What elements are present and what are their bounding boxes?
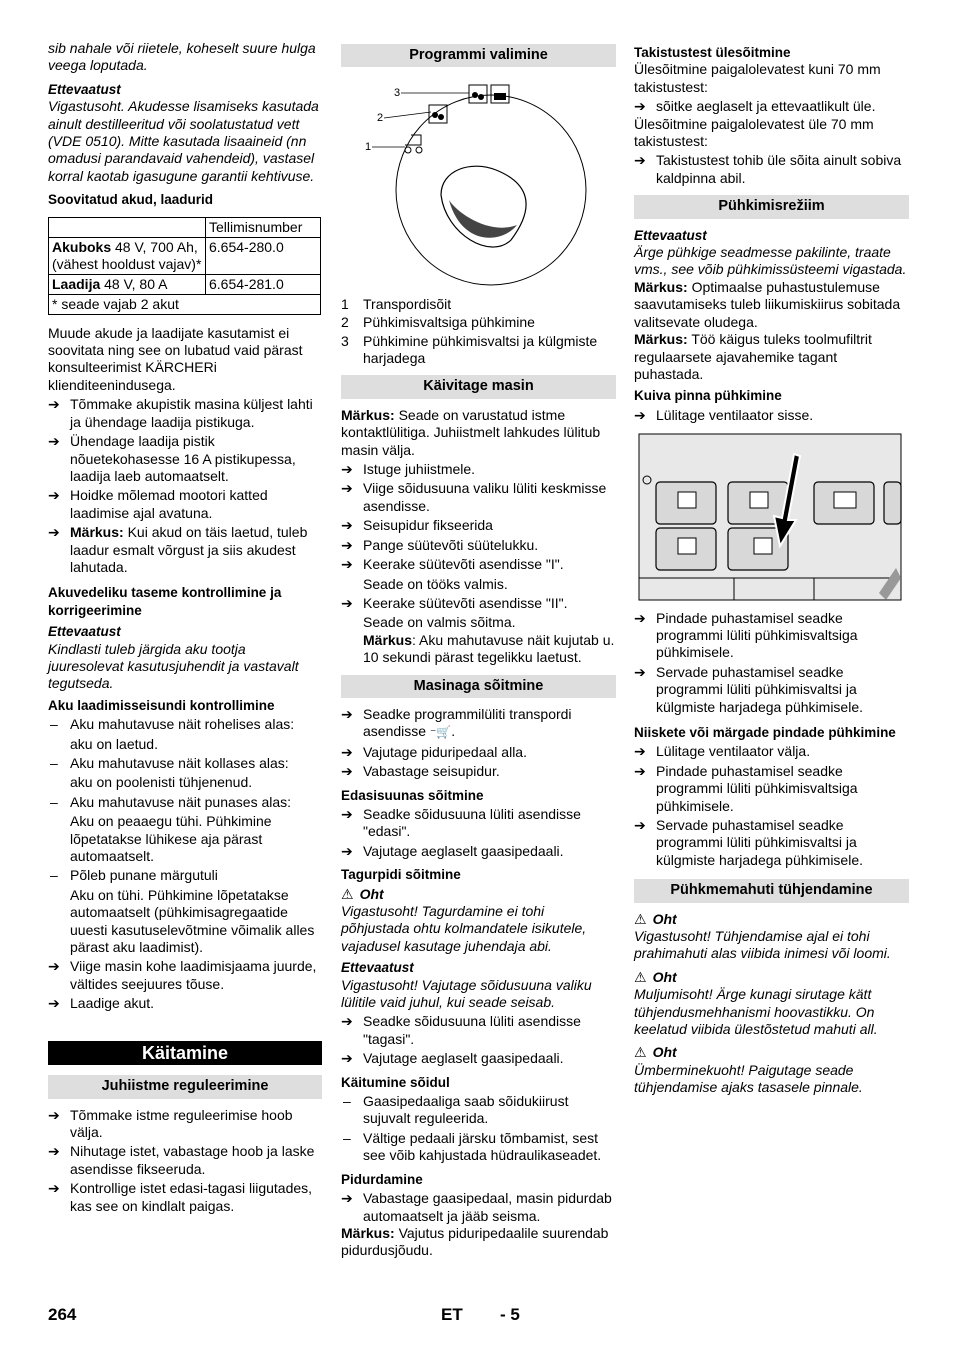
dash-sub: aku on poolenisti tühjenenud. [70, 774, 253, 791]
arrow-icon: ➔ [341, 480, 353, 497]
dash-item: – Aku mahutavuse näit kollases alas: [50, 755, 289, 771]
control-panel-photo [634, 428, 909, 603]
legend-item: 2 Pühkimisvaltsiga pühkimine [341, 314, 535, 331]
arrow-icon: ➔ [341, 705, 353, 722]
label-2: 2 [377, 112, 384, 125]
dash-item: – Põleb punane märgutuli [50, 867, 218, 884]
step: ➔ Seadke sõidusuuna lüliti asendisse "edasi". [341, 805, 581, 840]
heading: Akuvedeliku taseme kontrollimine ja korrigeerimine [48, 585, 282, 618]
subsection-bar: Juhiistme reguleerimine [48, 1075, 322, 1098]
note: Märkus: Seade on varustatud istme kontaktlülitiga. Juhiistmelt lahkudes lülitub masin välja. [341, 406, 601, 458]
arrow-icon: ➔ [634, 663, 646, 680]
arrow-icon: ➔ [341, 594, 353, 611]
paragraph: Ülesõitmine paigalolevatest üle 70 mm takistustest: [634, 115, 874, 150]
step: ➔ Nihutage istet, vabastage hoob ja laske asendisse fikseeruda. [48, 1143, 315, 1177]
arrow-icon: ➔ [48, 1143, 60, 1160]
transport-icon: ⁻🛒 [429, 725, 452, 740]
step: ➔ Tõmmake istme reguleerimise hoob välja. [48, 1106, 293, 1140]
caution-text: Kindlasti tuleb järgida aku tootja juuresolevat kasutusjuhendit ja vastavalt tegutseda. [48, 640, 299, 692]
subsection-bar: Pühkmemahuti tühjendamine [634, 879, 909, 902]
step: ➔ Kontrollige istet edasi-tagasi liigutades, kas see on kindlalt paigas. [48, 1180, 313, 1214]
arrow-icon: ➔ [341, 1050, 353, 1067]
dash-sub: Aku on peaaegu tühi. Pühkimine lõpetatakse lühikese aja pärast automaatselt. [70, 813, 272, 865]
legend-item: 1 Transpordisõit [341, 295, 452, 312]
note: Märkus: Vajutus piduripedaalile suurendab pidurdusjõudu. [341, 1224, 609, 1259]
paragraph: Ülesõitmine paigalolevatest kuni 70 mm takistustest: [634, 61, 881, 95]
step: ➔ Seadke sõidusuuna lüliti asendisse "tagasi". [341, 1013, 581, 1047]
paragraph: Muude akude ja laadijate kasutamist ei soovitata ning see on lubatud vaid pärast konsulteerimist KÄRCHERi klienditeenindusega. [48, 324, 303, 393]
step: ➔ Vabastage seisupidur. [341, 763, 500, 780]
step: ➔ Pindade puhastamisel seadke programmi lüliti pühkimisvaltsiga pühkimisele. [634, 609, 858, 661]
heading: Kuiva pinna pühkimine [634, 388, 782, 404]
label-3: 3 [394, 87, 401, 100]
arrow-icon: ➔ [341, 1013, 353, 1030]
table-header-cell: Tellimisnumber [206, 217, 321, 237]
column-3 [634, 40, 909, 1097]
arrow-icon: ➔ [634, 762, 646, 779]
table-header-row [49, 217, 321, 237]
arrow-icon: ➔ [48, 487, 60, 504]
arrow-icon: ➔ [341, 1190, 353, 1207]
arrow-icon: ➔ [634, 817, 646, 833]
arrow-icon: ➔ [341, 536, 353, 553]
step: ➔ Keerake süütevõti asendisse "II". [341, 594, 568, 611]
heading: Niiskete või märgade pindade pühkimine [634, 724, 896, 740]
battery-table [48, 217, 321, 315]
warning-triangle-icon: ⚠ [634, 968, 647, 985]
arrow-icon: ➔ [48, 958, 60, 975]
legend-item: 3 Pühkimine pühkimisvaltsi ja külgmiste harjadega [341, 332, 598, 367]
heading: Tagurpidi sõitmine [341, 867, 461, 883]
note: Märkus: Optimaalse puhastustulemuse saavutamiseks tuleb liikumiskiirus sobitada valitsevate oludega. [634, 278, 901, 330]
subsection-bar: Programmi valimine [341, 44, 616, 67]
table-cell-label: 48 V, 80 A [100, 275, 168, 292]
page-sub-number: - 5 [500, 1305, 520, 1324]
dash-item: – Vältige pedaali järsku tõmbamist, sest see võib kahjustada hüdraulikaseadet. [343, 1129, 602, 1164]
step: ➔ Märkus: Kui akud on täis laetud, tuleb laadur esmalt võrgust ja siis akudest lahutada. [48, 524, 308, 575]
caution-title: Ettevaatust [48, 81, 121, 97]
step: ➔ Viige sõidusuuna valiku lüliti keskmisse asendisse. [341, 480, 607, 514]
step: ➔ Pindade puhastamisel seadke programmi lüliti pühkimisvaltsiga pühkimisele. [634, 762, 858, 814]
dash-sub: aku on laetud. [70, 735, 158, 752]
step: ➔ Lülitage ventilaator sisse. [634, 406, 814, 423]
step-result: Seade on tööks valmis. [363, 575, 508, 592]
subsection-bar: Käivitage masin [341, 375, 616, 398]
warning-triangle-icon: ⚠ [634, 910, 647, 927]
dash-item: – Gaasipedaaliga saab sõidukiirust sujuvalt reguleerida. [343, 1093, 569, 1127]
arrow-icon: ➔ [48, 1106, 60, 1123]
step: ➔ Vajutage aeglaselt gaasipedaali. [341, 842, 564, 859]
arrow-icon: ➔ [48, 396, 60, 413]
step-result: Seade on valmis sõitma. [363, 614, 516, 631]
arrow-icon: ➔ [341, 517, 353, 534]
warning-triangle-icon: ⚠ [341, 885, 354, 902]
subsection-bar: Masinaga sõitmine [341, 675, 616, 698]
caution-text: Vigastusoht. Akudesse lisamiseks kasutada ainult destilleeritud või soolatustatud vett (VDE 0510). Mitte kasutada lisaaineid (nn omadusi parandavaid vahendeid), vastasel korral kaotab igasugune garantii kehtivuse. [48, 98, 319, 184]
step: ➔ Keerake süütevõti asendisse "I". [341, 556, 564, 573]
note: Märkus: Aku mahutavuse näit kujutab u. 10 sekundi pärast tegelikku laetust. [363, 631, 615, 666]
step: ➔ Seisupidur fikseerida [341, 517, 493, 534]
step: ➔ Vajutage aeglaselt gaasipedaali. [341, 1050, 564, 1067]
dash-item: – Aku mahutavuse näit rohelises alas: [50, 716, 295, 733]
step: ➔ Takistustest tohib üle sõita ainult sobiva kaldpinna abil. [634, 152, 902, 186]
dash-item: – Aku mahutavuse näit punases alas: [50, 793, 292, 810]
arrow-icon: ➔ [634, 743, 646, 760]
danger-title: ⚠ Oht [634, 1044, 677, 1061]
arrow-icon: ➔ [48, 995, 60, 1012]
step: ➔ Pange süütevõti süütelukku. [341, 536, 539, 553]
note: Märkus: Töö käigus tuleks toolmufiltrit regulaarsete ajavahemike tagant puhastada. [634, 331, 872, 382]
intro-text: sib nahale või riietele, koheselt suure hulga veega loputada. [48, 40, 316, 74]
heading: Aku laadimisseisundi kontrollimine [48, 697, 275, 713]
step: ➔ Vajutage piduripedaal alla. [341, 743, 527, 760]
table-cell-value: 6.654-281.0 [206, 274, 321, 294]
arrow-icon: ➔ [634, 609, 646, 626]
arrow-icon: ➔ [341, 842, 353, 859]
danger-title: ⚠ Oht [341, 885, 384, 902]
table-cell-label: 48 V, 700 Ah, (vähest hooldust vajav)* [52, 238, 202, 272]
arrow-icon: ➔ [634, 406, 646, 423]
step: ➔ Ühendage laadija pistik nõuetekohasesse 16 A pistikupessa, laadija laeb automaatselt. [48, 433, 296, 484]
caution-title: Ettevaatust [341, 960, 414, 976]
subsection-bar: Pühkimisrežiim [634, 195, 909, 218]
danger-text: Ümberminekuoht! Paigutage seade tühjendamise ajaks tasasele pinnale. [634, 1061, 863, 1096]
table-row [49, 294, 321, 314]
heading: Pidurdamine [341, 1171, 423, 1187]
danger-title: ⚠ Oht [634, 968, 677, 985]
step: ➔ Tõmmake akupistik masina küljest lahti ja ühendage laadija pistikuga. [48, 396, 313, 430]
sweep-roller-side-brush-icon [469, 85, 509, 103]
caution-title: Ettevaatust [48, 624, 121, 640]
arrow-icon: ➔ [341, 461, 353, 478]
table-cell-label-bold: Akuboks [52, 238, 112, 255]
table-row [49, 274, 321, 294]
step: ➔ Seadke programmilüliti transpordi asendisse ⁻🛒. [341, 705, 572, 740]
step: ➔ Vabastage gaasipedaal, masin pidurdab automaatselt ja jääb seisma. [341, 1190, 612, 1224]
arrow-icon: ➔ [634, 152, 646, 169]
arrow-icon: ➔ [48, 524, 60, 541]
table-footnote: * seade vajab 2 akut [49, 294, 321, 314]
danger-text: Muljumisoht! Ärge kunagi sirutage kätt tühjendusmehhanismi hoovastikku. On keelatud viibida ülestõstetud mahuti all. [634, 986, 878, 1038]
column-1 [48, 40, 322, 1215]
column-2 [341, 40, 616, 1260]
step: ➔ Lülitage ventilaator välja. [634, 743, 811, 760]
step: ➔ Istuge juhiistmele. [341, 461, 476, 478]
step: ➔ Laadige akut. [48, 995, 155, 1012]
label-1: 1 [365, 141, 372, 154]
dash-sub: Aku on tühi. Pühkimine lõpetatakse automaatselt (pühkimisagregaatide uuesti kasutuselevõtmine võimalik alles pärast aku laadimist). [70, 886, 315, 956]
table-cell-value: 6.654-280.0 [206, 237, 321, 274]
table-cell-label-bold: Laadija [52, 275, 101, 292]
section-title: Käitamine [48, 1041, 322, 1065]
step: ➔ Servade puhastamisel seadke programmi lüliti pühkimisvaltsi ja külgmiste harjadega pühkimisele. [634, 663, 863, 715]
arrow-icon: ➔ [341, 743, 353, 760]
heading: Käitumine sõidul [341, 1074, 450, 1090]
caution-text: Ärge pühkige seadmesse pakilinte, traate vms., see võib pühkimissüsteemi vigastada. [634, 244, 907, 278]
step: ➔ Viige masin kohe laadimisjaama juurde, vältides seejuures tõuse. [48, 958, 317, 992]
caution-text: Vigastusoht! Vajutage sõidusuuna valiku lülitile vaid juhul, kui seade seisab. [341, 976, 592, 1011]
arrow-icon: ➔ [341, 763, 353, 780]
heading: Takistustest ülesõitmine [634, 45, 791, 60]
arrow-icon: ➔ [341, 805, 353, 822]
language-code: ET [441, 1305, 463, 1324]
arrow-icon: ➔ [48, 433, 60, 450]
danger-text: Vigastusoht! Tagurdamine ei tohi põhjustada ohtu kolmandatele isikutele, vajadusel kasutage juhendaja abi. [341, 903, 587, 954]
recommended-title: Soovitatud akud, laadurid [48, 192, 214, 208]
page-number: 264 [48, 1305, 77, 1324]
arrow-icon: ➔ [48, 1180, 60, 1197]
step: ➔ Hoidke mõlemad mootori katted laadimise ajal avatuna. [48, 487, 268, 521]
danger-text: Vigastusoht! Tühjendamise ajal ei tohi prahimahuti alas viibida inimesi või loomi. [634, 928, 891, 962]
arrow-icon: ➔ [634, 98, 646, 115]
table-row [49, 237, 321, 274]
step: ➔ Servade puhastamisel seadke programmi lüliti pühkimisvaltsi ja külgmiste harjadega pühkimisele. [634, 817, 863, 868]
warning-triangle-icon: ⚠ [634, 1044, 647, 1061]
program-selector-figure [341, 75, 616, 290]
heading: Edasisuunas sõitmine [341, 787, 484, 803]
danger-title: ⚠ Oht [634, 910, 677, 927]
step: ➔ sõitke aeglaselt ja ettevaatlikult üle. [634, 98, 876, 115]
arrow-icon: ➔ [341, 556, 353, 573]
caution-title: Ettevaatust [634, 227, 707, 243]
